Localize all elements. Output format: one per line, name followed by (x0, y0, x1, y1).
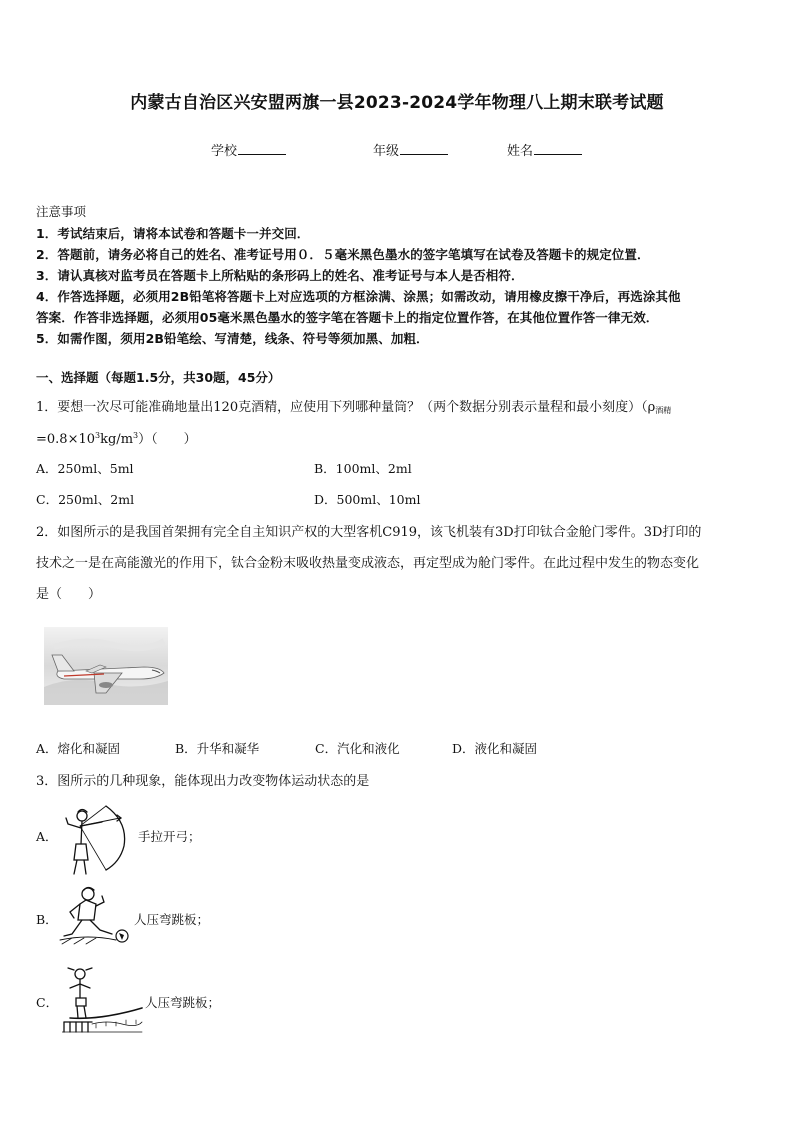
q3-option-c-text: 人压弯跳板； (145, 995, 221, 1010)
exponent: 3 (95, 431, 101, 440)
q1-stem-line1 (36, 396, 671, 416)
note-item: 3．请认真核对监考员在答题卡上所粘贴的条形码上的姓名、准考证号与本人是否相符． (36, 268, 524, 283)
school-field (211, 140, 286, 159)
q1-option-b: B．100ml、2ml (314, 461, 412, 476)
q2-option-d: D．液化和凝固 (452, 741, 538, 756)
q2-stem-line: 技术之一是在高能激光的作用下，钛合金粉末吸收热量变成液态，再定型成为舱门零件。在此过程中发生的物态变化 (36, 556, 700, 571)
q2-stem-line: 2．如图所示的是我国首架拥有完全自主知识产权的大型客机C919，该飞机装有3D打印钛合金舱门零件。3D打印的 (36, 525, 702, 540)
name-label: 姓名 (507, 144, 534, 159)
q3-option-a-text: 手拉开弓； (138, 829, 201, 844)
q1-option-d: D．500ml、10ml (314, 492, 421, 507)
q2-option-a: A．熔化和凝固 (36, 741, 121, 756)
q2-option-c: C．汽化和液化 (315, 741, 400, 756)
density-value: =0.8×10 (36, 432, 96, 447)
q3-option-c-letter: C． (36, 995, 59, 1010)
school-blank (238, 142, 286, 155)
section-heading: 一、选择题（每题1.5分，共30题，45分） (36, 370, 281, 385)
school-label: 学校 (211, 144, 238, 159)
grade-field (373, 140, 448, 159)
unit-exponent: 3 (133, 431, 139, 440)
q1-option-c: C．250ml、2ml (36, 492, 135, 507)
page-title: 内蒙古自治区兴安盟两旗一县2023-2024学年物理八上期末联考试题 (130, 93, 664, 113)
note-item: 5．如需作图，须用2B铅笔绘、写清楚，线条、符号等须加黑、加粗． (36, 331, 429, 346)
answer-bracket: ）（ ） (138, 432, 197, 447)
footballer-drawing (58, 884, 132, 950)
name-field (507, 140, 582, 159)
q2-option-b: B．升华和凝华 (175, 741, 260, 756)
q3-option-b-text: 人压弯跳板； (134, 912, 210, 927)
q3-stem: 3．图所示的几种现象，能体现出力改变物体运动状态的是 (36, 774, 370, 789)
note-item: 4．作答选择题，必须用2B铅笔将答题卡上对应选项的方框涂满、涂黑；如需改动，请用橡皮擦干净后，再选涂其他 (36, 289, 681, 304)
airplane-image (44, 627, 168, 705)
grade-blank (400, 142, 448, 155)
notes-heading: 注意事项 (36, 204, 87, 219)
q1-stem-line2 (36, 428, 197, 447)
note-item: 1．考试结束后，请将本试卷和答题卡一并交回． (36, 226, 310, 241)
diver-drawing (62, 966, 144, 1036)
note-item: 2．答题前，请务必将自己的姓名、准考证号用０．５毫米黑色墨水的签字笔填写在试卷及答题卡的规定位置． (36, 247, 650, 262)
note-item: 答案．作答非选择题，必须用05毫米黑色墨水的签字笔在答题卡上的指定位置作答，在其他位置作答一律无效． (36, 310, 659, 325)
density-unit: kg/m (100, 432, 134, 447)
rho-subscript: 酒精 (655, 406, 672, 415)
archer-drawing (62, 804, 132, 876)
q3-option-b-letter: B． (36, 912, 58, 927)
name-blank (534, 142, 582, 155)
grade-label: 年级 (373, 144, 400, 159)
q1-line1-text: 1．要想一次尽可能准确地量出120克酒精，应使用下列哪种量筒？（两个数据分别表示量程和最小刻度）（ρ (36, 400, 656, 415)
q2-stem-line: 是（ ） (36, 587, 102, 602)
q3-option-a-letter: A． (36, 829, 58, 844)
q1-option-a: A．250ml、5ml (36, 461, 134, 476)
